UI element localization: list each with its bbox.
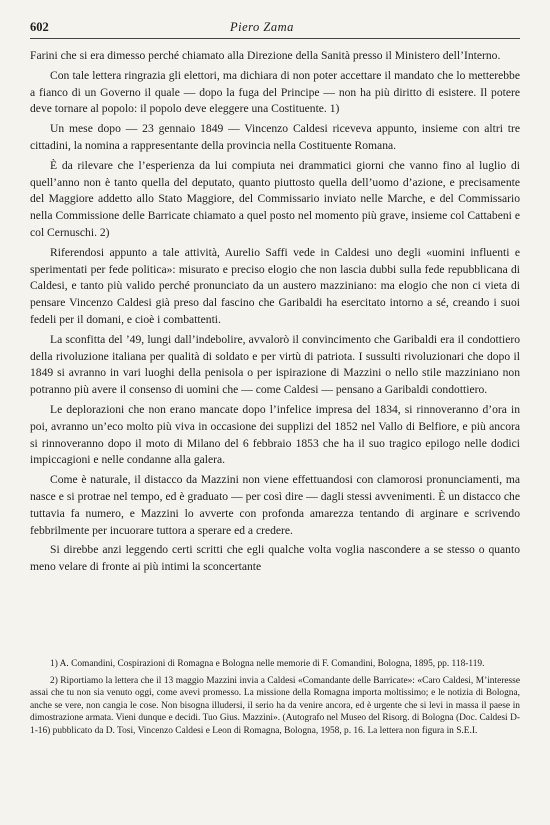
paragraph: Le deplorazioni che non erano mancate dopo l’infelice impresa del 1834, si rinnoveranno d’ora in poi, avranno un’eco molto più viva in occasione dei supplizi del 1852 nel Vallo di Belfiore, e più ancora si rinnoveranno dopo il moto di Milano del 6 febbraio 1853 che ha il suo tragico epilogo nelle dodici impiccagioni e nelle condanne alla galera. xyxy=(30,402,520,467)
paragraph: È da rilevare che l’esperienza da lui compiuta nei drammatici giorni che vanno fino al luglio di quell’anno non è tanto quella del deputato, quanto piuttosto quella dell’uomo d’azione, e precisamente del Maggiore addetto allo Stato Maggiore, del Commissario inviato nelle Marche, e del Commissario nella Commissione delle Barricate chiamato a quel posto nel momento più grave, insieme col Cattabeni e col Cernuschi. 2) xyxy=(30,158,520,239)
paragraph: Farini che si era dimesso perché chiamato alla Direzione della Sanità presso il Ministero dell’Interno. xyxy=(30,49,501,62)
running-head: Piero Zama xyxy=(230,20,294,34)
paragraph: Si direbbe anzi leggendo certi scritti che egli qualche volta voglia nascondere a se stesso o quanto meno velare di fronte ai più intimi la sconcertante xyxy=(30,543,520,574)
page-number: 602 xyxy=(30,20,49,34)
page-header xyxy=(30,20,520,39)
paragraph: Come è naturale, il distacco da Mazzini non viene effettuandosi con clamorosi pronunciamenti, ma nasce e si protrae nel tempo, ed è graduato — per così dire — dagli stessi avvenimenti. È un distacco che tuttavia fa numero, e Mazzini lo avverte con profonda amarezza tentando di arginare e scrivendo febbrilmente per incuorare tuttora a sperare ed a credere. xyxy=(30,473,520,537)
footnote: 2) Riportiamo la lettera che il 13 maggio Mazzini invia a Caldesi «Comandante delle Barricate»: «Caro Caldesi, M’interesse assai che tu non sia venuto oggi, come avevi promesso. La missione della Romagna importa moltissimo; e le notizia di Bologna, anche se vere, non cangia le cose. Non bisogna illudersi, il serio ha da venire ancora, ed è urgente che si levi in massa il paese in dimostrazione armata. Vieni dunque e decidi. Tuo Gius. Mazzini». (Autografo nel Museo del Risorg. di Bologna (Doc. Caldesi D-1-16) pubblicato da D. Tosi, Vincenzo Caldesi e Leon di Romagna, Bologna, 1958, p. 16. La lettera non figura in S.E.I. xyxy=(30,675,520,736)
footnote: 1) A. Comandini, Cospirazioni di Romagna e Bologna nelle memorie di F. Comandini, Bologna, 1895, pp. 118-119. xyxy=(50,659,485,669)
body-text xyxy=(30,48,520,579)
footnotes xyxy=(30,658,520,738)
paragraph: Riferendosi appunto a tale attività, Aurelio Saffi vede in Caldesi uno degli «uomini influenti e sperimentati per fede politica»: misurato e preciso elogio che non lascia dubbi sulla fede repubblicana di Caldesi, e tanto più valido perché pronunciato da un austero mazziniano: ma elogio che non ci vieta di pensare Vincenzo Caldesi già preso dal fascino che Garibaldi ha esercitato intorno a sé, creando i suoi fedeli per il domani, e cioè i combattenti. xyxy=(30,245,520,326)
paragraph: La sconfitta del ’49, lungi dall’indebolire, avvalorò il convincimento che Garibaldi era il condottiero della rivoluzione italiana per qualità di soldato e per virtù di patriota. I sussulti rivoluzionari che dopo il 1849 si avranno in vari luoghi della penisola o per ispirazione di Mazzini o nello stile mazziniano non potranno più avere il consenso di uomini che — come Caldesi — pensano a Garibaldi condottiero. xyxy=(30,332,520,397)
paragraph: Con tale lettera ringrazia gli elettori, ma dichiara di non poter accettare il mandato che lo metterebbe a fianco di un Governo il quale — dopo la fuga del Principe — non ha più diritto di esistere. Il potere deve tornare al popolo: il popolo deve eleggere una Costituente. 1) xyxy=(30,68,520,116)
paragraph: Un mese dopo — 23 gennaio 1849 — Vincenzo Caldesi riceveva appunto, insieme con altri tre cittadini, la nomina a rappresentante della provincia nella Costituente Romana. xyxy=(30,122,520,152)
